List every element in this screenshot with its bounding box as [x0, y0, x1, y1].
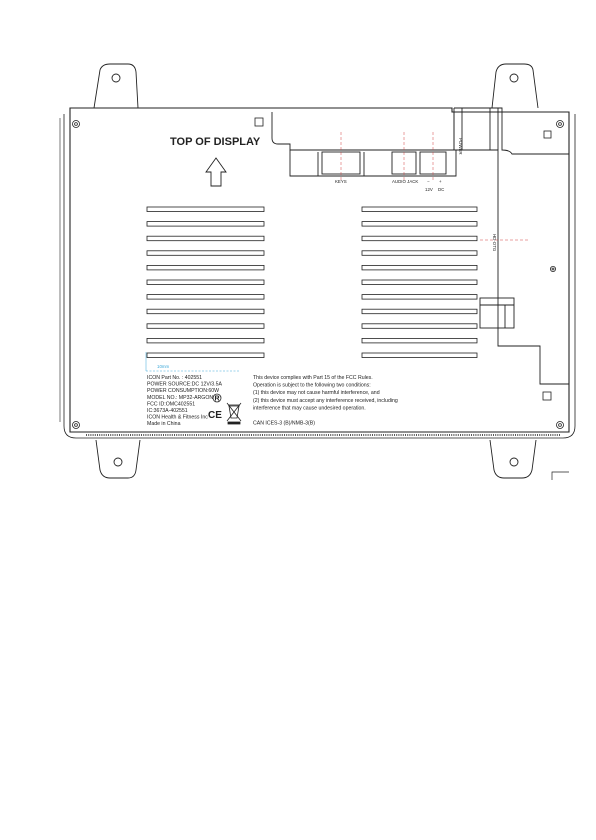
- label-line: This device complies with Part 15 of the FCC Rules.: [253, 375, 373, 381]
- label-line: MODEL NO.: MP32-ARGON: [147, 394, 214, 401]
- vent-slot: [147, 265, 264, 270]
- vent-slots-right: [362, 207, 477, 358]
- voltage-label: 12V: [425, 187, 433, 192]
- side-port-label: HD-OTG: [492, 234, 497, 252]
- diagram-title: TOP OF DISPLAY: [170, 136, 261, 148]
- vent-slot: [362, 338, 477, 343]
- plus-label: +: [439, 179, 442, 184]
- vent-slot: [147, 353, 264, 358]
- vent-slot: [362, 207, 477, 212]
- audio-jack-label: AUDIO JACK: [392, 179, 419, 184]
- ce-mark: CE: [208, 410, 222, 421]
- vent-slot: [362, 222, 477, 227]
- dc-label: DC: [438, 187, 445, 192]
- vent-slot: [362, 265, 477, 270]
- label-line: (1) this device may not cause harmful interference, and: [253, 390, 380, 397]
- label-line: POWER SOURCE:DC 12V/3.5A: [147, 381, 222, 388]
- label-line: FCC ID:OMC402551: [147, 401, 196, 408]
- keys-label: KEYS: [335, 179, 347, 184]
- vent-slot: [147, 251, 264, 256]
- vent-slot: [147, 280, 264, 285]
- minus-label: −: [427, 179, 430, 184]
- label-line: Operation is subject to the following two conditions:: [253, 382, 371, 389]
- power-label: POWER: [458, 138, 463, 155]
- vent-slot: [147, 295, 264, 300]
- label-line: ICON Health & Fitness Inc: [147, 414, 208, 421]
- mounting-tab-bottom-left: [96, 440, 140, 478]
- label-line: interference that may cause undesired operation.: [253, 405, 366, 412]
- vent-slot: [362, 324, 477, 329]
- top-port-recess: [272, 112, 456, 176]
- dimension-label: 10mm: [157, 364, 170, 369]
- vent-slots-left: [147, 207, 264, 358]
- screw-top-right: [557, 121, 564, 128]
- screw-bottom-right: [557, 422, 564, 429]
- mounting-tab-top-right: [492, 64, 538, 108]
- mounting-tab-bottom-right: [490, 440, 536, 478]
- screw-bottom-left: [73, 422, 80, 429]
- vent-slot: [362, 280, 477, 285]
- fcc-compliance-statement: [253, 375, 398, 427]
- label-line: IC:3673A-402551: [147, 408, 188, 414]
- vent-slot: [147, 338, 264, 343]
- label-line: POWER CONSUMPTION:60W: [147, 388, 220, 395]
- vent-slot: [147, 207, 264, 212]
- side-connector: [480, 298, 514, 328]
- vent-slot: [362, 236, 477, 241]
- label-line: CAN ICES-3 (B)/NMB-3(B): [253, 420, 315, 427]
- label-line: ICON Part No. : 402551: [147, 375, 203, 381]
- mounting-tab-top-left: [94, 64, 138, 108]
- rcm-mark: [213, 394, 221, 403]
- vent-slot: [362, 295, 477, 300]
- weee-bin-icon: [227, 403, 241, 424]
- label-line: Made in China: [147, 421, 181, 428]
- label-line: (2) this device must accept any interference received, including: [253, 397, 398, 404]
- vent-slot: [362, 353, 477, 358]
- vent-slot: [147, 222, 264, 227]
- vent-slot: [362, 251, 477, 256]
- dimension-marker: [146, 352, 240, 371]
- vent-slot: [362, 309, 477, 314]
- side-screw: [550, 266, 555, 271]
- vent-slot: [147, 236, 264, 241]
- vent-slot: [147, 324, 264, 329]
- up-arrow-icon: [206, 158, 226, 186]
- crop-mark: [552, 472, 569, 480]
- vent-slot: [147, 309, 264, 314]
- svg-text:R: R: [214, 395, 220, 403]
- screw-top-left: [73, 121, 80, 128]
